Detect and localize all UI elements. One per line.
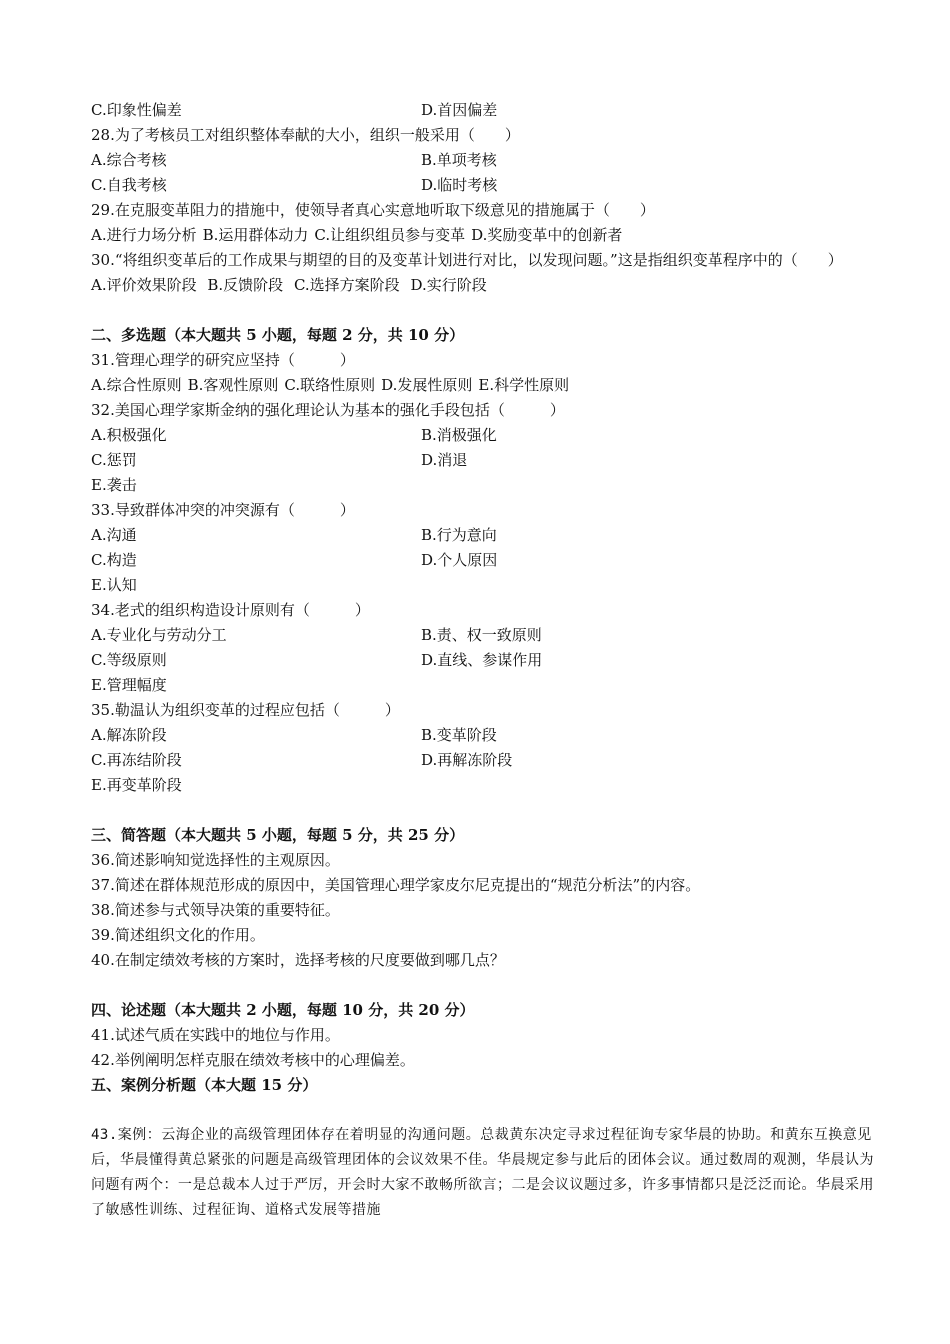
- spacer: [91, 1098, 881, 1123]
- option-c: C.构造: [91, 551, 137, 569]
- option-d: D.发展性原则: [381, 376, 473, 394]
- option-a: A.进行力场分析: [91, 226, 197, 244]
- option-e: E.科学性原则: [478, 376, 570, 394]
- option-a: A.沟通: [91, 526, 137, 544]
- option-c: C.自我考核: [91, 176, 167, 194]
- q35-options-row2: [91, 748, 881, 773]
- q32-options-row1: [91, 423, 881, 448]
- option-a: A.综合性原则: [91, 376, 182, 394]
- option-a: A.专业化与劳动分工: [91, 626, 227, 644]
- option-c: C.让组织组员参与变革: [314, 226, 466, 244]
- option-d: D.再解冻阶段: [421, 751, 513, 769]
- q28-options-row2: [91, 173, 881, 198]
- option-c: C.选择方案阶段: [293, 276, 400, 294]
- question-42: 42.举例阐明怎样克服在绩效考核中的心理偏差。: [91, 1051, 415, 1069]
- option-c: C.等级原则: [91, 651, 167, 669]
- option-d: D.消退: [421, 451, 468, 469]
- section-3-title: 三、简答题（本大题共 5 小题，每题 5 分，共 25 分）: [91, 826, 465, 844]
- spacer: [91, 798, 881, 823]
- q34-options-row1: [91, 623, 881, 648]
- q35-stem: 35.勒温认为组织变革的过程应包括（ ）: [91, 701, 400, 719]
- option-e: E.认知: [91, 576, 137, 594]
- exam-content: [91, 98, 881, 1223]
- q35-options-row1: [91, 723, 881, 748]
- spacer: [91, 298, 881, 323]
- question-41: 41.试述气质在实践中的地位与作用。: [91, 1026, 340, 1044]
- q31-options: [91, 373, 881, 398]
- option-d: D.首因偏差: [421, 101, 498, 119]
- q28-options-row1: [91, 148, 881, 173]
- question-36: 36.简述影响知觉选择性的主观原因。: [91, 851, 340, 869]
- q28-stem: 28.为了考核员工对组织整体奉献的大小，组织一般采用（ ）: [91, 126, 520, 144]
- option-a: A.综合考核: [91, 151, 167, 169]
- q31-stem: 31.管理心理学的研究应坚持（ ）: [91, 351, 355, 369]
- option-e: E.再变革阶段: [91, 776, 182, 794]
- q32-stem: 32.美国心理学家斯金纳的强化理论认为基本的强化手段包括（ ）: [91, 401, 565, 419]
- option-e: E.管理幅度: [91, 676, 167, 694]
- q29-stem: 29.在克服变革阻力的措施中，使领导者真心实意地听取下级意见的措施属于（ ）: [91, 201, 655, 219]
- option-b: B.责、权一致原则: [421, 626, 542, 644]
- option-b: B.客观性原则: [187, 376, 279, 394]
- spacer: [91, 973, 881, 998]
- option-b: B.单项考核: [421, 151, 497, 169]
- option-b: B.反馈阶段: [207, 276, 284, 294]
- section-2-title: 二、多选题（本大题共 5 小题，每题 2 分，共 10 分）: [91, 326, 465, 344]
- option-b: B.变革阶段: [421, 726, 497, 744]
- case-43-text: 43.案例：云海企业的高级管理团体存在着明显的沟通问题。总裁黄东决定寻求过程征询专家华晨的协助。和黄东互换意见后，华晨懂得黄总紧张的问题是高级管理团体的会议效果不佳。华晨规定参与此后的团体会议。通过数周的观测，华晨认为问题有两个：一是总裁本人过于严厉，开会时大家不敢畅所欲言；二是会议议题过多，许多事情都只是泛泛而论。华晨采用了敏感性训练、过程征询、道格式发展等措施: [91, 1127, 874, 1218]
- q33-options-row2: [91, 548, 881, 573]
- section-5-title: 五、案例分析题（本大题 15 分）: [91, 1076, 318, 1094]
- question-38: 38.简述参与式领导决策的重要特征。: [91, 901, 340, 919]
- option-d: D.直线、参谋作用: [421, 651, 543, 669]
- option-c: C.联络性原则: [284, 376, 376, 394]
- option-a: A.评价效果阶段: [91, 276, 197, 294]
- question-39: 39.简述组织文化的作用。: [91, 926, 265, 944]
- question-37: 37.简述在群体规范形成的原因中，美国管理心理学家皮尔尼克提出的“规范分析法”的内容。: [91, 876, 701, 894]
- option-b: B.运用群体动力: [202, 226, 309, 244]
- option-d: D.实行阶段: [410, 276, 487, 294]
- q29-options: [91, 223, 881, 248]
- option-d: D.临时考核: [421, 176, 498, 194]
- option-d: D.个人原因: [421, 551, 498, 569]
- option-c: C.再冻结阶段: [91, 751, 182, 769]
- section-4-title: 四、论述题（本大题共 2 小题，每题 10 分，共 20 分）: [91, 1001, 475, 1019]
- q33-stem: 33.导致群体冲突的冲突源有（ ）: [91, 501, 355, 519]
- option-e: E.袭击: [91, 476, 137, 494]
- q27-options: [91, 98, 881, 123]
- question-40: 40.在制定绩效考核的方案时，选择考核的尺度要做到哪几点？: [91, 951, 505, 969]
- option-a: A.积极强化: [91, 426, 167, 444]
- option-c: C.惩罚: [91, 451, 137, 469]
- option-b: B.消极强化: [421, 426, 497, 444]
- option-d: D.奖励变革中的创新者: [471, 226, 623, 244]
- q30-stem: 30.“将组织变革后的工作成果与期望的目的及变革计划进行对比，以发现问题。”这是指组织变革程序中的（ ）: [91, 251, 843, 269]
- option-b: B.行为意向: [421, 526, 497, 544]
- q34-options-row2: [91, 648, 881, 673]
- q34-stem: 34.老式的组织构造设计原则有（ ）: [91, 601, 370, 619]
- option-a: A.解冻阶段: [91, 726, 167, 744]
- option-c: C.印象性偏差: [91, 101, 182, 119]
- q33-options-row1: [91, 523, 881, 548]
- q32-options-row2: [91, 448, 881, 473]
- q30-options: [91, 273, 881, 298]
